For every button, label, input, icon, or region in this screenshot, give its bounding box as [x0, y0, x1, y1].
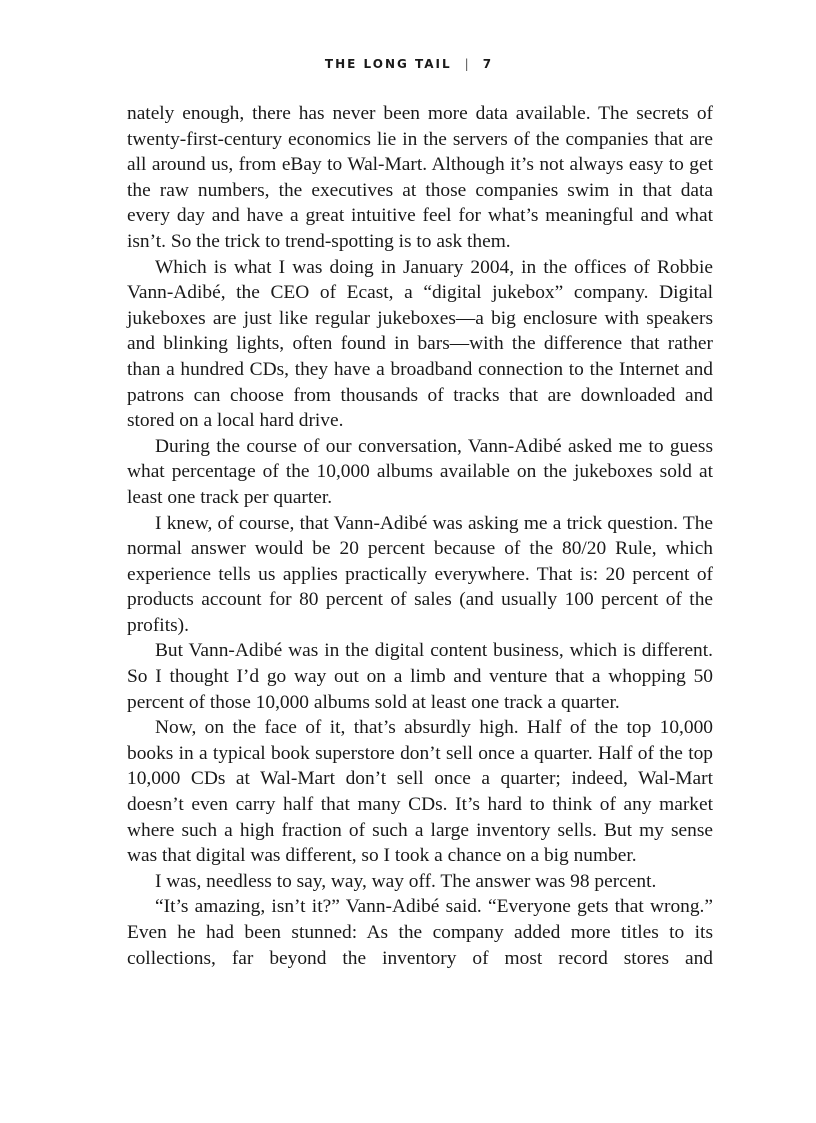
running-head-title: THE LONG TAIL: [324, 57, 452, 71]
paragraph: During the course of our conversation, Vann-Adibé asked me to guess what percentage of the 10,000 albums available on the jukeboxes sold at least one track per quarter.: [127, 435, 713, 508]
running-head: [0, 57, 816, 71]
paragraph: I knew, of course, that Vann-Adibé was asking me a trick question. The normal answer would be 20 percent because of the 80/20 Rule, which experience tells us applies practically everywhere. That is: 20 percent of products account for 80 percent of sales (and usually 100 percent of the profits).: [127, 512, 713, 636]
page-number: 7: [482, 57, 492, 71]
body-text: [127, 101, 713, 971]
running-head-separator: |: [464, 57, 469, 71]
paragraph: Now, on the face of it, that’s absurdly high. Half of the top 10,000 books in a typical book superstore don’t sell once a quarter. Half of the top 10,000 CDs at Wal-Mart don’t sell once a quarter; indeed, Wal-Mart doesn’t even carry half that many CDs. It’s hard to think of any market where such a high fraction of such a large inventory sells. But my sense was that digital was different, so I took a chance on a big number.: [127, 717, 713, 867]
paragraph-continued: nately enough, there has never been more data available. The secrets of twenty-first-century economics lie in the servers of the companies that are all around us, from eBay to Wal-Mart. Although it’s not always easy to get the raw numbers, the executives at those companies swim in that data every day and have a great intuitive feel for what’s meaningful and what isn’t. So the trick to trend-spotting is to ask them.: [127, 103, 713, 252]
paragraph: Which is what I was doing in January 2004, in the offices of Robbie Vann-Adibé, the CEO of Ecast, a “digital jukebox” company. Digital jukeboxes are just like regular jukeboxes—a big enclosure with speakers and blinking lights, often found in bars—with the difference that rather than a hundred CDs, they have a broadband connection to the Internet and patrons can choose from thousands of tracks that are downloaded and stored on a local hard drive.: [127, 256, 713, 432]
paragraph-continues-next-page: “It’s amazing, isn’t it?” Vann-Adibé said. “Everyone gets that wrong.” Even he had been stunned: As the company added more titles to its collections, far beyond the inventory of most record stores and: [127, 896, 713, 969]
paragraph: I was, needless to say, way, way off. The answer was 98 percent.: [155, 870, 657, 892]
paragraph: But Vann-Adibé was in the digital content business, which is different. So I thought I’d go way out on a limb and venture that a whopping 50 percent of those 10,000 albums sold at least one track a quarter.: [127, 640, 713, 713]
